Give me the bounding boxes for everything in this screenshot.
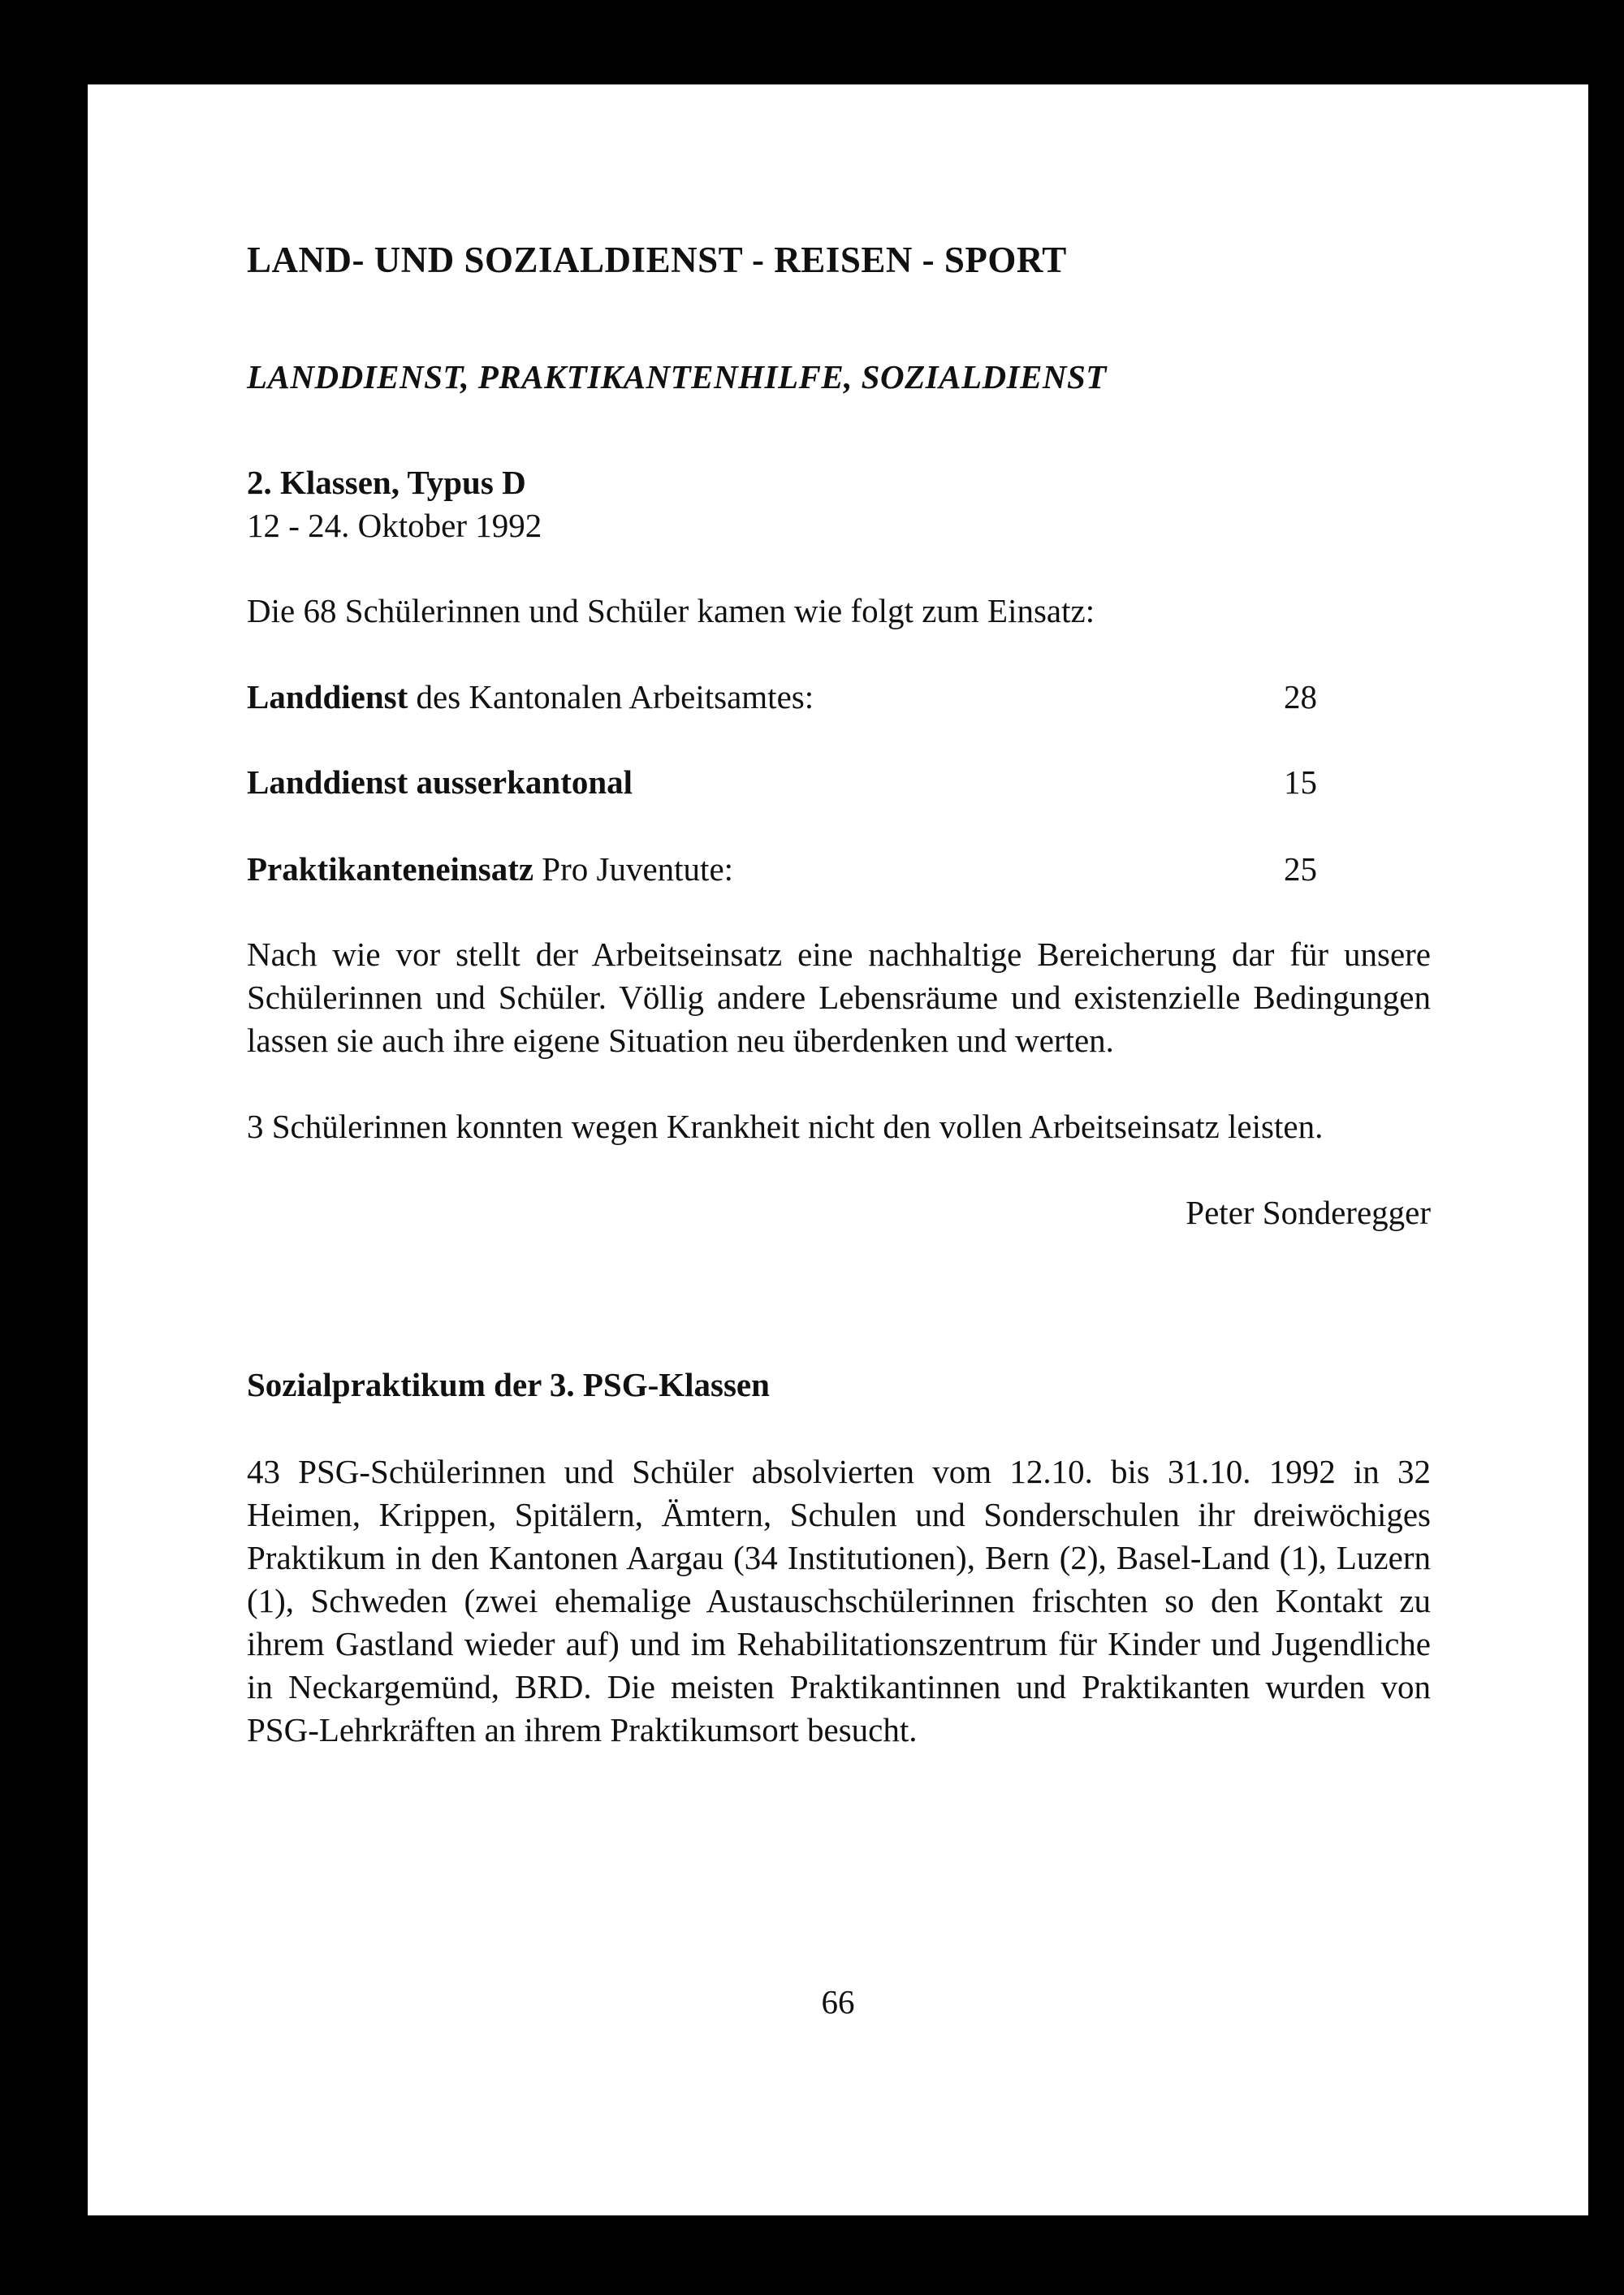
class-dates: 12 - 24. Oktober 1992 [247, 507, 542, 544]
assignment-label: Landdienst ausserkantonal [247, 763, 633, 801]
paragraph-illness: 3 Schülerinnen konnten wegen Krankheit nicht den vollen Arbeitseinsatz leisten. [247, 1108, 1324, 1145]
page-number: 66 [821, 1983, 855, 2021]
document-page [88, 84, 1588, 2215]
assignment-count: 25 [1284, 850, 1317, 888]
intro-text: Die 68 Schülerinnen und Schüler kamen wie folgt zum Einsatz: [247, 592, 1095, 629]
paragraph-experience: Nach wie vor stellt der Arbeitseinsatz eine nachhaltige Bereicherung dar für unsere Schülerinnen und Schüler. Völlig andere Lebensräume und existenzielle Bedingungen lassen sie auch ihre eigene Situation neu überdenken und werten. [247, 936, 1431, 1059]
class-heading: 2. Klassen, Typus D [247, 464, 526, 501]
main-title: LAND- UND SOZIALDIENST - REISEN - SPORT [247, 240, 1067, 280]
author-signature: Peter Sonderegger [1186, 1194, 1431, 1231]
sub-title: LANDDIENST, PRAKTIKANTENHILFE, SOZIALDIENST [247, 358, 1107, 395]
assignment-label: Praktikanteneinsatz Pro Juventute: [247, 850, 734, 888]
assignment-count: 15 [1284, 763, 1317, 801]
assignment-row [247, 848, 1317, 891]
section-heading: Sozialpraktikum der 3. PSG-Klassen [247, 1366, 770, 1403]
assignment-row [247, 676, 1317, 719]
assignment-label: Landdienst des Kantonalen Arbeitsamtes: [247, 678, 814, 715]
assignment-count: 28 [1284, 678, 1317, 715]
paragraph-social-internship: 43 PSG-Schülerinnen und Schüler absolvierten vom 12.10. bis 31.10. 1992 in 32 Heimen, Krippen, Spitälern, Ämtern, Schulen und Sonderschulen ihr dreiwöchiges Praktikum in den Kantonen Aargau (34 Institutionen), Bern (2), Basel-Land (1), Luzern (1), Schweden (zwei ehemalige Austauschschülerinnen frischten so den Kontakt zu ihrem Gastland wieder auf) und im Rehabilitationszentrum für Kinder und Jugendliche in Neckargemünd, BRD. Die meisten Praktikantinnen und Praktikanten wurden von PSG-Lehrkräften an ihrem Praktikumsort besucht. [247, 1453, 1431, 1748]
assignment-row [247, 761, 1317, 804]
